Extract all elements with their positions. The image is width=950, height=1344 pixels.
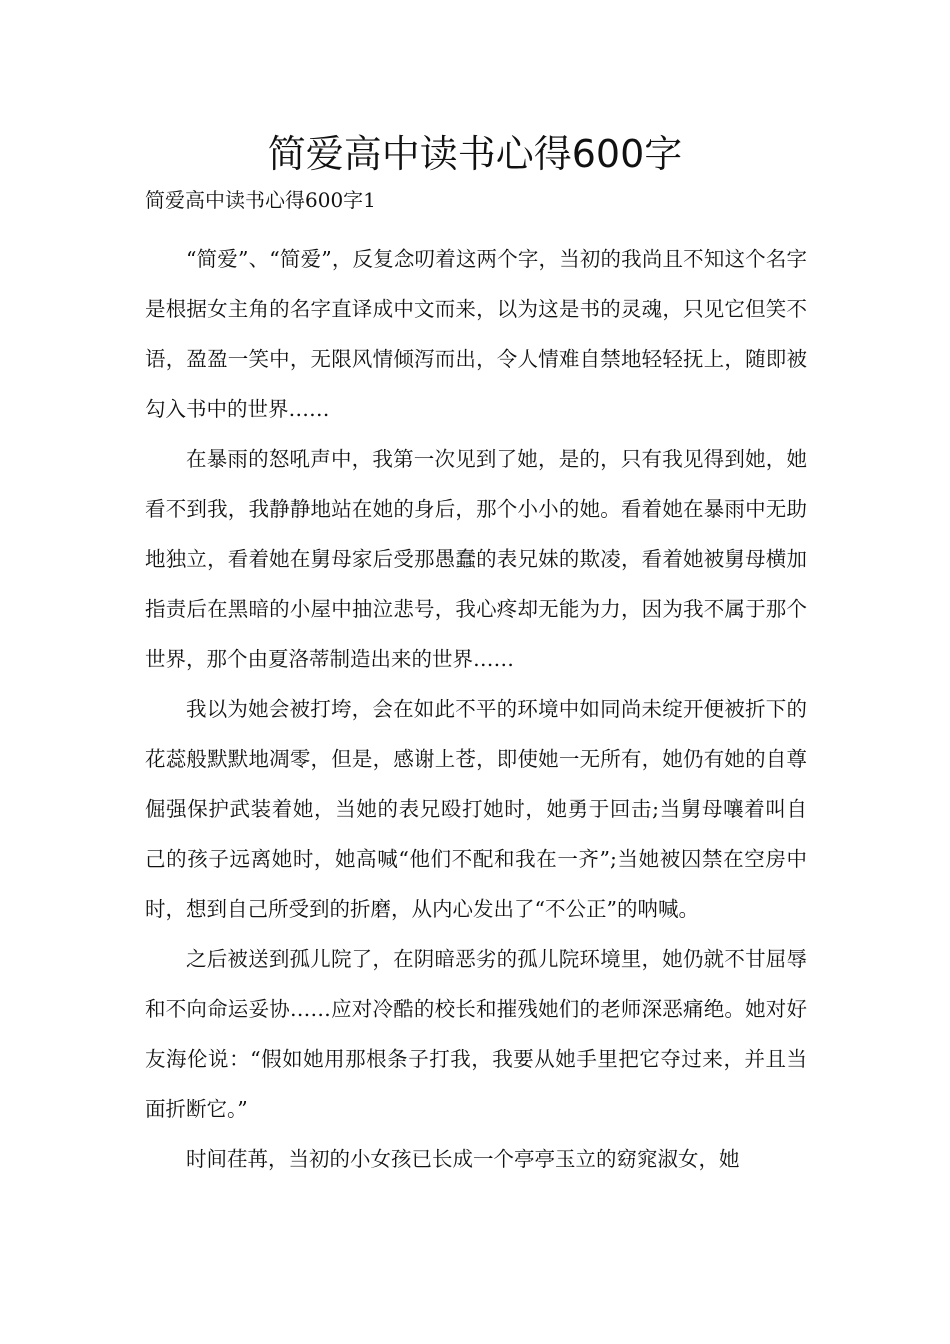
paragraph-4: 之后被送到孤儿院了，在阴暗恶劣的孤儿院环境里，她仍就不甘屈辱和不向命运妥协……应对冷酷的校长和摧残她们的老师深恶痛绝。她对好友海伦说：“假如她用那根条子打我，我要从她手里把它夺过来，并且当面折断它。” [145, 947, 807, 1121]
document-title: 简爱高中读书心得600字 [267, 132, 683, 176]
paragraph-2: 在暴雨的怒吼声中，我第一次见到了她，是的，只有我见得到她，她看不到我，我静静地站在她的身后，那个小小的她。看着她在暴雨中无助地独立，看着她在舅母家后受那愚蠢的表兄妹的欺凌，看着她被舅母横加指责后在黑暗的小屋中抽泣悲号，我心疼却无能为力，因为我不属于那个世界，那个由夏洛蒂制造出来的世界…… [145, 447, 807, 671]
paragraph-3: 我以为她会被打垮，会在如此不平的环境中如同尚未绽开便被折下的花蕊般默默地凋零，但是，感谢上苍，即使她一无所有，她仍有她的自尊倔强保护武装着她，当她的表兄殴打她时，她勇于回击;当舅母嚷着叫自己的孩子远离她时，她高喊“他们不配和我在一齐”;当她被囚禁在空房中时，想到自己所受到的折磨，从内心发出了“不公正”的呐喊。 [145, 697, 807, 921]
document-subtitle: 简爱高中读书心得600字1 [145, 188, 376, 212]
document-body [145, 234, 807, 1184]
paragraph-1: “简爱”、“简爱”，反复念叨着这两个字，当初的我尚且不知这个名字是根据女主角的名字直译成中文而来，以为这是书的灵魂，只见它但笑不语，盈盈一笑中，无限风情倾泻而出，令人情难自禁地轻轻抚上，随即被勾入书中的世界…… [145, 247, 807, 421]
paragraph-5: 时间荏苒，当初的小女孩已长成一个亭亭玉立的窈窕淑女，她 [186, 1147, 740, 1171]
